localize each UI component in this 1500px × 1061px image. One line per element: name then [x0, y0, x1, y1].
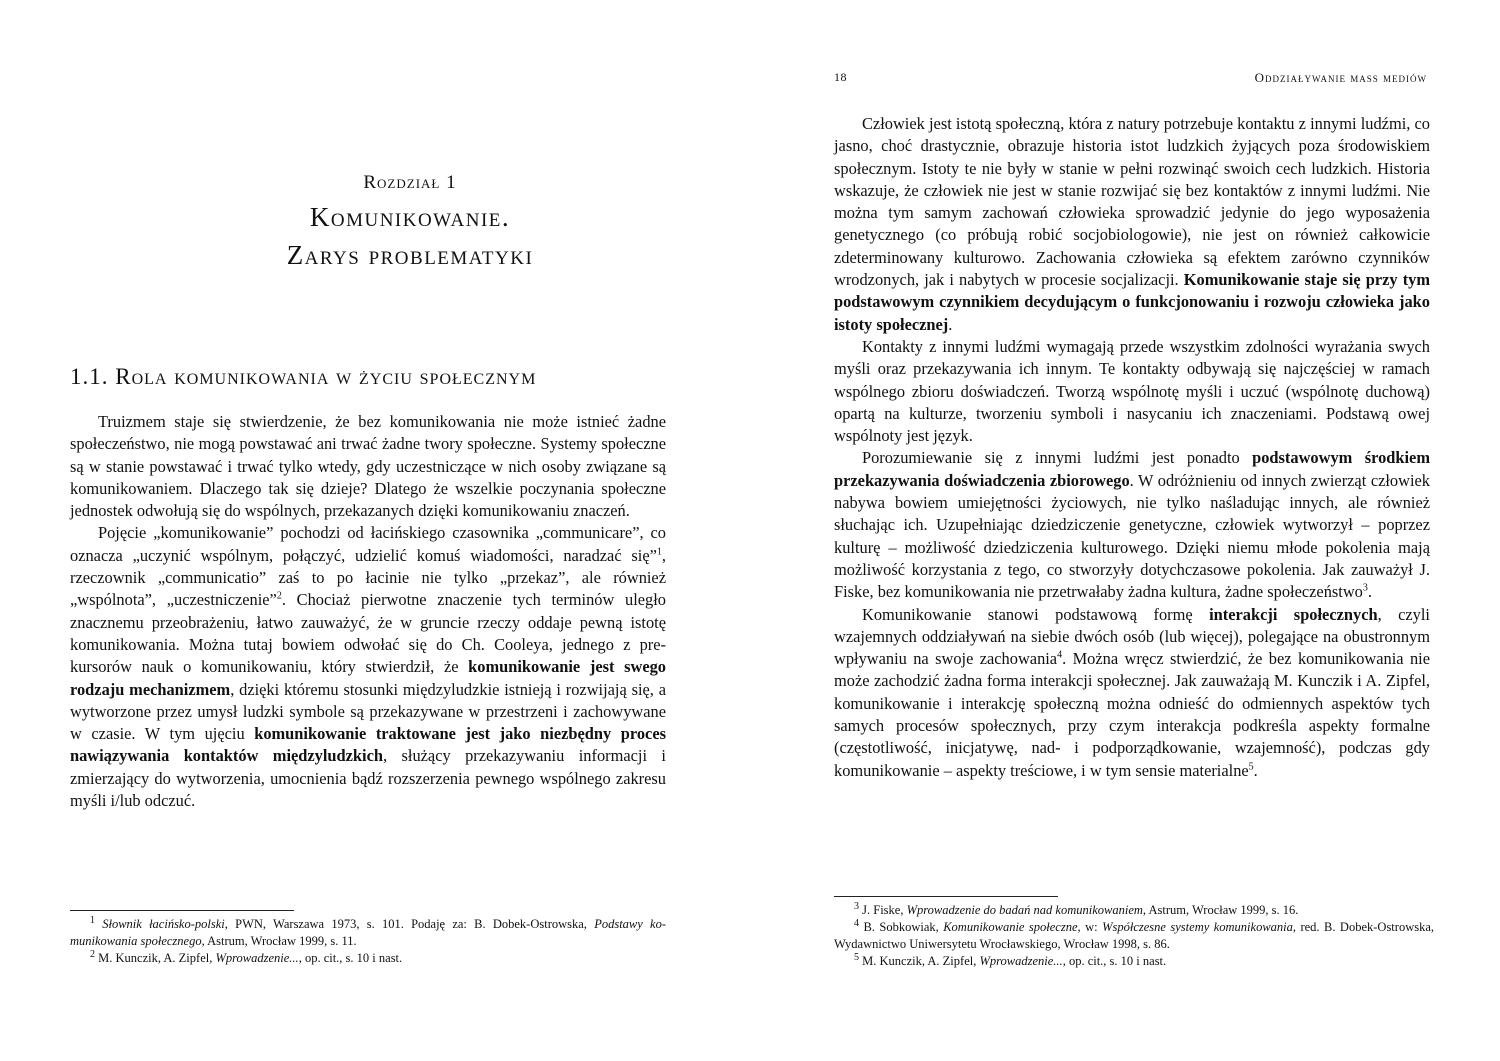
right-footnotes	[834, 902, 1434, 970]
running-title: Oddziaływanie mass mediów	[1254, 70, 1427, 85]
italic-title: Wprowadzenie...	[215, 951, 299, 965]
chapter-title-line-2: Zarys problematyki	[286, 240, 534, 270]
footnote-marker: 3	[854, 900, 859, 912]
paragraph: Kontakty z innymi ludźmi wymagają przede wszystkim zdolności wyrażania swych myśli oraz przekazywania ich innym. Te kontakty odbywają się najczęściej w ramach wspólnego zbioru doświadczeń. Tworzą wspólnotę myśli i uczuć (wspólnotę duchową) opartą na kulturze, tworzeniu symboli i nasycaniu ich znaczeniami. Podstawą owej wspólnoty jest język.	[834, 336, 1430, 446]
italic-title: Słownik łacińsko-polski	[102, 917, 225, 931]
footnote: $^5$ M. Kunczik, A. Zipfel, Wprowadzenie..., op. cit., s. 10 i nast.	[854, 951, 1167, 968]
footnote: $^3$ J. Fiske, Wprowadzenie do badań nad komunikowaniem, Astrum, Wrocław 1999, s. 16.	[854, 900, 1299, 917]
bold-phrase: interakcji społecznych	[1209, 604, 1378, 624]
paragraph: Truizmem staje się stwierdzenie, że bez komunikowania nie może istnieć żadne społeczeństwo, nie mogą powstawać ani trwać żadne twory społeczne. Systemy społeczne są w stanie powstawać i trwać tylko wtedy, gdy uczestniczące w nich osoby związane są komunikowaniem. Dlaczego tak się dzieje? Dlatego że wszelkie poczynania społeczne jednostek odwołują się do wspólnych, przekazanych dzięki komunikowaniu znaczeń.	[70, 412, 666, 521]
footnote-marker: 4	[854, 917, 859, 929]
paragraph: Komunikowanie stanowi podstawową formę interakcji społecznych, czyli wzajemnych oddziaływań na siebie dwóch osób (lub więcej), polegające na obustronnym wpływaniu na swoje zachowania$^4$. Można wręcz stwierdzić, że bez komunikowania nie może zachodzić żadna forma interakcji społecznej. Jak zauważają M. Kunczik i A. Zipfel, komunikowanie i interakcję społeczną można odnieść do odmiennych aspektów tych samych procesów społecznych, przy czym interakcja podkreśla aspekty formalne (częstotliwość, inicjatywę, nad- i podporządkowanie, wzajemność), podczas gdy komunikowanie – aspekty treściowe, i w tym sensie materialne$^5$.	[834, 604, 1430, 780]
footnote: $^4$ B. Sobkowiak, Komunikowanie społeczne, w: Współczesne systemy komunikowania, red. B. Dobek-Ostrowska, Wydawnictwo Uniwersytetu Wrocławskiego, Wrocław 1998, s. 86.	[834, 917, 1435, 951]
footnote-marker: 5	[854, 951, 859, 963]
chapter-label: Rozdział 1	[363, 172, 457, 193]
footnote-divider	[834, 896, 1058, 897]
italic-title: Wprowadzenie do badań nad komunikowaniem	[906, 903, 1143, 917]
italic-title: Współczesne systemy komunikowania	[1102, 920, 1293, 934]
footnote-marker: 3	[1362, 582, 1368, 594]
right-body-text	[834, 113, 1430, 782]
bold-phrase: Komunikowanie staje się przy tym podstawowym czynnikiem decydującym o funkcjonowaniu i rozwoju człowieka jako istoty społecznej	[834, 270, 1430, 334]
italic-title: Podstawy komunikowania społecznego	[70, 917, 667, 948]
bold-phrase: komunikowanie traktowane jest jako niezbędny proces nawiązywania kontaktów międzyludzkich	[70, 724, 666, 766]
bold-phrase: komunikowanie jest swego rodzaju mechanizmem	[70, 657, 666, 699]
footnote: $^1$ Słownik łacińsko-polski, PWN, Warszawa 1973, s. 101. Podaję za: B. Dobek-Ostrowska, Podstawy komunikowania społecznego, Astrum, Wrocław 1999, s. 11.	[70, 914, 667, 948]
footnote-marker: 1	[90, 914, 95, 926]
footnote-marker: 2	[276, 590, 282, 602]
bold-phrase: podstawowym środkiem przekazywania doświadczenia zbiorowego	[834, 448, 1430, 490]
footnote-marker: 4	[1057, 649, 1063, 661]
left-body-text	[70, 411, 666, 812]
section-heading: 1.1. Rola komunikowania w życiu społecznym	[70, 364, 537, 389]
italic-title: Komunikowanie społeczne	[943, 920, 1078, 934]
footnote-marker: 5	[1248, 761, 1254, 773]
paragraph: Pojęcie „komunikowanie” pochodzi od łacińskiego czasownika „communicare”, co oznacza „uczynić wspólnym, połączyć, udzielić komuś wiadomości, naradzać się”$^1$, rzeczownik „communicatio” zaś to po łacinie nie tylko „przekaz”, ale również „wspólnota”, „uczestniczenie”$^2$. Chociaż pierwotne znaczenie tych terminów uległo znacznemu przeobrażeniu, łatwo zauważyć, że w gruncie rzeczy oddaje pewną istotę komunikowania. Można tutaj bowiem odwołać się do Ch. Cooleya, jednego z prekursorów nauk o komunikowaniu, który stwierdził, że komunikowanie jest swego rodzaju mechanizmem, dzięki któremu stosunki międzyludzkie istnieją i rozwijają się, a wytworzone przez umysł ludzki symbole są przekazywane w przestrzeni i zachowywane w czasie. W tym ujęciu komunikowanie traktowane jest jako niezbędny proces nawiązywania kontaktów międzyludzkich, służący przekazywaniu informacji i zmierzający do wytworzenia, umocnienia bądź rozszerzenia pewnego wspólnego zakresu myśli i/lub odczuć.	[70, 523, 666, 811]
footnote: $^2$ M. Kunczik, A. Zipfel, Wprowadzenie..., op. cit., s. 10 i nast.	[90, 948, 403, 965]
footnote-divider	[70, 910, 294, 911]
footnote-marker: 1	[656, 546, 662, 558]
italic-title: Wprowadzenie...	[979, 954, 1063, 968]
chapter-title	[70, 198, 750, 274]
paragraph: Porozumiewanie się z innymi ludźmi jest ponadto podstawowym środkiem przekazywania doświadczenia zbiorowego. W odróżnieniu od innych zwierząt człowiek nabywa bowiem umiejętności życiowych, nie tylko naśladując innych, ale również słuchając ich. Uzupełniając dziedziczenie genetyczne, człowiek wytworzył – poprzez kulturę – możliwość dziedziczenia kulturowego. Dzięki niemu młode pokolenia mają możliwość korzystania z tego, co stworzyły dotychczasowe pokolenia. Jak zauważył J. Fiske, bez komunikowania nie przetrwałaby żadna kultura, żadne społeczeństwo$^3$.	[834, 448, 1430, 602]
right-page	[750, 0, 1500, 1061]
paragraph: Człowiek jest istotą społeczną, która z natury potrzebuje kontaktu z innymi ludźmi, co jasno, choć drastycznie, obrazuje historia istot ludzkich żyjących poza środowiskiem społecznym. Istoty te nie były w stanie w pełni rozwinąć swoich cech ludzkich. Historia wskazuje, że człowiek nie jest w stanie rozwijać się bez kontaktów z innymi ludźmi. Nie można tym samym zachowań człowieka sprowadzić jedynie do jego wyposażenia genetycznego (co próbują robić socjobiologowie), nie jest on również całkowicie zdeterminowany kulturowo. Zachowania człowieka są efektem zarówno czynników wrodzonych, jak i nabytych w procesie socjalizacji. Komunikowanie staje się przy tym podstawowym czynnikiem decydującym o funkcjonowaniu i rozwoju człowieka jako istoty społecznej.	[834, 114, 1430, 334]
chapter-title-line-1: Komunikowanie.	[309, 202, 511, 232]
left-footnotes	[70, 916, 666, 967]
footnote-marker: 2	[90, 948, 95, 960]
page-number: 18	[834, 70, 847, 84]
